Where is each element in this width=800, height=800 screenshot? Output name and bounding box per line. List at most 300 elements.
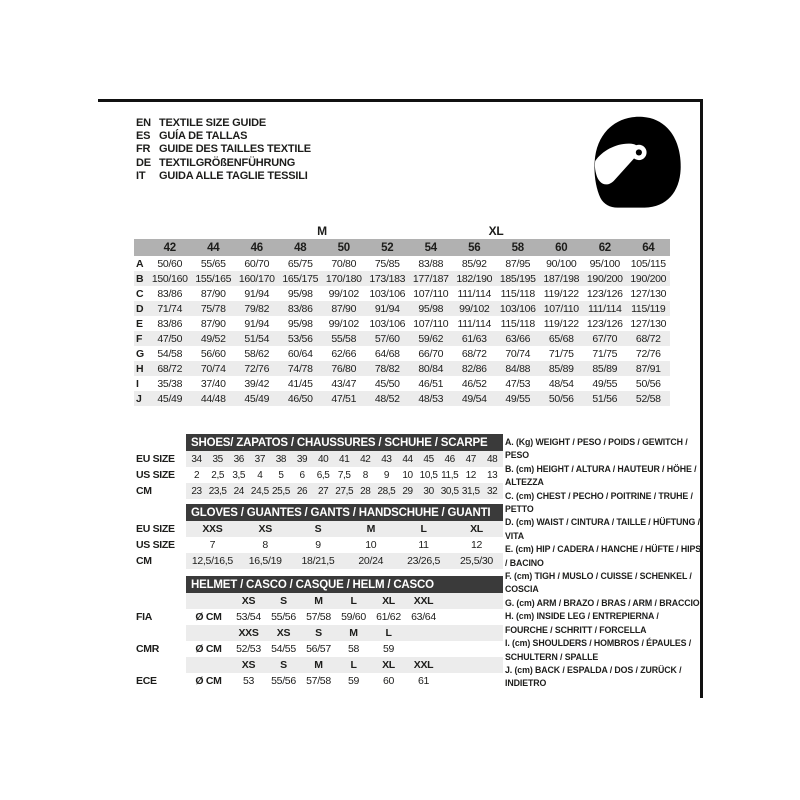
measurement-cell: 165/175 [279, 271, 323, 286]
measurement-cell: 51/54 [235, 331, 279, 346]
measurement-cell: 87/90 [200, 317, 226, 330]
value-cell: 24 [228, 483, 249, 499]
value-cell: 39 [291, 451, 312, 467]
sub-table-row [136, 451, 503, 467]
row-label-spacer [136, 657, 186, 673]
measurement-row [134, 286, 670, 301]
value-cell: XL [450, 521, 503, 537]
measurement-cell: 115/118 [500, 317, 535, 330]
measurement-row [134, 376, 670, 391]
value-cell: 23,5 [207, 483, 228, 499]
value-cell: 12,5/16,5 [186, 553, 239, 569]
measurement-cell: 49/55 [496, 391, 540, 406]
row-label-spacer [136, 625, 186, 641]
measurement-cell: 46/52 [461, 377, 487, 390]
measurement-row [134, 331, 670, 346]
language-title: TEXTILGRÖßENFÜHRUNG [159, 156, 296, 169]
measurement-cell: 103/106 [369, 317, 406, 330]
measurement-cell: 177/187 [409, 271, 453, 286]
measurement-row [134, 271, 670, 286]
frame-top-line [98, 99, 703, 102]
language-title: GUIDA ALLE TAGLIE TESSILI [159, 169, 308, 182]
measurement-cell: 87/90 [322, 301, 366, 316]
measurement-cell: 65/75 [287, 257, 313, 270]
measurement-cell: 127/130 [630, 287, 667, 300]
value-cell: 52/53 [236, 643, 261, 655]
measurement-cell: 65/68 [540, 331, 584, 346]
value-cell: 10 [402, 469, 413, 481]
value-cell: 37 [249, 451, 270, 467]
legend-item: F. (cm) TIGH / MUSLO / CUISSE / SCHENKEL / COSCIA [505, 571, 692, 595]
standard-label: CMR [136, 641, 186, 657]
measurement-cell: 82/86 [453, 361, 497, 376]
value-cell: 40 [313, 451, 334, 467]
measurement-cell: 85/92 [461, 257, 487, 270]
measurement-cell: 115/118 [500, 287, 535, 300]
value-cell: 6 [299, 469, 305, 481]
measurement-cell: 46/50 [279, 391, 323, 406]
value-cell: S [292, 521, 345, 537]
value-cell: 32 [481, 483, 503, 499]
measurement-cell: 68/72 [148, 361, 192, 376]
helmet-size-cell: S [301, 625, 336, 641]
measurement-row-label: F [134, 331, 148, 346]
measurement-cell: 43/47 [331, 377, 357, 390]
size-column-header: 42 [148, 239, 192, 256]
measurement-cell: 87/91 [627, 361, 671, 376]
value-cell: 35 [207, 451, 228, 467]
value-cell: 61 [417, 675, 430, 687]
sub-table-title-row [136, 434, 503, 451]
value-cell: 11,5 [441, 469, 459, 481]
helmet-value-row [136, 641, 503, 657]
measurement-cell: 182/190 [453, 271, 497, 286]
helmet-size-table [136, 576, 503, 689]
measurement-cell: 87/90 [200, 287, 226, 300]
helmet-size-cell: L [336, 657, 371, 673]
measurement-cell: 91/94 [244, 317, 270, 330]
measurement-cell: 70/74 [505, 347, 531, 360]
measurement-cell: 67/70 [583, 331, 627, 346]
value-cell: 59 [347, 675, 360, 687]
language-row [136, 117, 311, 130]
measurement-cell: 111/114 [457, 317, 492, 330]
value-cell: M [344, 521, 397, 537]
language-code: EN [136, 117, 151, 129]
measurement-cell: 95/98 [409, 301, 453, 316]
value-cell: 59/60 [341, 611, 366, 623]
helmet-size-cell [406, 625, 441, 641]
legend-item: E. (cm) HIP / CADERA / HANCHE / HÜFTE / HIPS / BACINO [505, 544, 701, 568]
sub-table-row [136, 467, 503, 483]
table-title: GLOVES / GUANTES / GANTS / HANDSCHUHE / GUANTI [186, 504, 503, 521]
measurement-cell: 71/75 [548, 347, 574, 360]
measurement-cell: 85/89 [540, 361, 584, 376]
measurement-cell: 70/74 [192, 361, 236, 376]
value-cell: 53/54 [236, 611, 261, 623]
measurement-cell: 83/88 [418, 257, 444, 270]
measurement-row-label: H [134, 361, 148, 376]
sub-table-row [136, 483, 503, 499]
value-cell: 30,5 [439, 483, 460, 499]
value-cell: 27,5 [334, 483, 355, 499]
value-cell: 57/58 [306, 611, 331, 623]
measurement-cell: 78/82 [366, 361, 410, 376]
value-cell: 13 [487, 469, 498, 481]
measurement-cell: 111/114 [583, 301, 627, 316]
measurement-cell: 60/64 [287, 347, 313, 360]
size-column-header: 44 [192, 239, 236, 256]
measurement-cell: 66/70 [418, 347, 444, 360]
measurement-cell: 185/195 [496, 271, 540, 286]
measurement-cell: 155/165 [192, 271, 236, 286]
value-cell: 58 [347, 643, 360, 655]
table-title: SHOES/ ZAPATOS / CHAUSSURES / SCHUHE / SCARPE [186, 434, 503, 451]
measurement-legend [505, 436, 703, 691]
measurement-cell: 83/86 [157, 287, 183, 300]
size-band-cell: XXL [540, 222, 627, 239]
value-cell: 36 [228, 451, 249, 467]
language-title: GUÍA DE TALLAS [159, 130, 248, 143]
value-cell: 56/57 [306, 643, 331, 655]
sub-table-row [136, 553, 503, 569]
measurement-cell: 80/84 [409, 361, 453, 376]
value-cell: 28,5 [376, 483, 397, 499]
value-cell: 9 [315, 539, 321, 551]
size-column-header: 56 [453, 239, 497, 256]
measurement-cell: 64/68 [374, 347, 400, 360]
filler-cell [441, 625, 503, 641]
value-cell [406, 641, 441, 657]
measurement-cell: 48/52 [366, 391, 410, 406]
measurement-cell: 60/70 [244, 257, 270, 270]
diameter-label-cell: Ø CM [195, 675, 222, 687]
value-cell: 31,5 [460, 483, 481, 499]
value-cell: 27 [313, 483, 334, 499]
row-label: EU SIZE [136, 521, 186, 537]
value-cell: 3,5 [232, 469, 246, 481]
diameter-label-cell: Ø CM [195, 643, 222, 655]
filler-cell [441, 641, 503, 657]
measurement-cell: 91/94 [244, 287, 270, 300]
band-spacer [627, 222, 671, 239]
textile-size-grid [134, 222, 670, 406]
measurement-cell: 50/56 [540, 391, 584, 406]
helmet-value-row [136, 609, 503, 625]
helmet-size-header-row [136, 657, 503, 673]
value-cell: 25,5/30 [450, 553, 503, 569]
measurement-row-label: D [134, 301, 148, 316]
helmet-size-cell: XS [266, 625, 301, 641]
row-label: CM [136, 553, 186, 569]
value-cell: 23/26,5 [397, 553, 450, 569]
size-column-header: 60 [540, 239, 584, 256]
empty-cell [186, 593, 231, 609]
legend-item: J. (cm) BACK / ESPALDA / DOS / ZURÜCK / INDIETRO [505, 664, 682, 689]
measurement-cell: 103/106 [369, 287, 406, 300]
value-cell: 41 [334, 451, 355, 467]
legend-item: C. (cm) CHEST / PECHO / POITRINE / TRUHE / PETTO [505, 490, 693, 515]
measurement-cell: 37/40 [200, 377, 226, 390]
measurement-cell: 190/200 [627, 271, 671, 286]
measurement-cell: 107/110 [540, 301, 584, 316]
measurement-cell: 99/102 [328, 317, 359, 330]
measurement-row-label: B [134, 271, 148, 286]
measurement-cell: 46/51 [418, 377, 444, 390]
helmet-size-cell: XS [231, 593, 266, 609]
legend-item: G. (cm) ARM / BRAZO / BRAS / ARM / BRACCIO [505, 597, 700, 608]
value-cell: 2,5 [211, 469, 224, 481]
helmet-size-cell: XXL [406, 593, 441, 609]
value-cell: 11 [418, 539, 429, 551]
measurement-cell: 68/72 [461, 347, 487, 360]
helmet-size-cell: M [301, 593, 336, 609]
row-label: US SIZE [136, 537, 186, 553]
value-cell: 63/64 [411, 611, 436, 623]
value-cell: 34 [186, 451, 207, 467]
measurement-cell: 54/58 [157, 347, 183, 360]
measurement-cell: 52/58 [627, 391, 671, 406]
value-cell: 25,5 [270, 483, 291, 499]
measurement-cell: 111/114 [457, 287, 492, 300]
measurement-cell: 57/60 [366, 331, 410, 346]
measurement-cell: 115/119 [627, 301, 671, 316]
measurement-cell: 72/76 [235, 361, 279, 376]
value-cell: 16,5/19 [239, 553, 292, 569]
measurement-cell: 90/100 [546, 257, 577, 270]
measurement-cell: 83/86 [157, 317, 183, 330]
measurement-cell: 95/100 [589, 257, 620, 270]
measurement-cell: 47/50 [148, 331, 192, 346]
value-cell: 38 [270, 451, 291, 467]
measurement-cell: 173/183 [366, 271, 410, 286]
value-cell: 20/24 [344, 553, 397, 569]
legend-item: A. (Kg) WEIGHT / PESO / POIDS / GEWITCH / PESO [505, 437, 688, 461]
measurement-row [134, 316, 670, 331]
value-cell: 6,5 [316, 469, 330, 481]
measurement-cell: 49/54 [453, 391, 497, 406]
measurement-cell: 53/56 [279, 331, 323, 346]
filler-cell [441, 593, 503, 609]
language-row [136, 170, 311, 183]
value-cell: 7 [209, 539, 216, 551]
measurement-cell: 95/98 [287, 287, 313, 300]
measurement-cell: 62/66 [331, 347, 357, 360]
measurement-cell: 127/130 [630, 317, 667, 330]
measurement-cell: 72/76 [635, 347, 661, 360]
helmet-size-cell: M [336, 625, 371, 641]
measurement-cell: 48/54 [548, 377, 574, 390]
helmet-size-cell: L [336, 593, 371, 609]
value-cell: 48 [481, 451, 503, 467]
measurement-cell: 99/102 [453, 301, 497, 316]
helmet-size-header-row [136, 593, 503, 609]
helmet-size-cell: XXL [406, 657, 441, 673]
value-cell: 45 [418, 451, 439, 467]
size-column-header: 58 [496, 239, 540, 256]
measurement-cell: 56/60 [200, 347, 226, 360]
title-spacer [136, 434, 186, 451]
measurement-cell: 41/45 [287, 377, 313, 390]
measurement-cell: 170/180 [322, 271, 366, 286]
measurement-cell: 119/122 [543, 317, 579, 330]
measurement-cell: 160/170 [235, 271, 279, 286]
value-cell: 57/58 [306, 675, 331, 687]
measurement-cell: 47/53 [505, 377, 531, 390]
value-cell: 28 [355, 483, 376, 499]
value-cell: 9 [383, 469, 389, 481]
size-number-row [134, 239, 670, 256]
size-band-cell: S [192, 222, 279, 239]
measurement-row-label: J [134, 391, 148, 406]
value-cell: 61/62 [376, 611, 401, 623]
measurement-row-label: I [136, 377, 139, 390]
value-cell: 60 [382, 675, 395, 687]
measurement-cell: 45/50 [374, 377, 400, 390]
size-band-cell: XL [453, 222, 540, 239]
measurement-cell: 45/49 [235, 391, 279, 406]
value-cell: 59 [382, 643, 395, 655]
value-cell: 23 [186, 483, 207, 499]
language-list [136, 117, 311, 183]
measurement-cell: 51/56 [583, 391, 627, 406]
measurement-row-label: A [136, 257, 144, 270]
measurement-row [134, 301, 670, 316]
helmet-size-header-row [136, 625, 503, 641]
title-spacer [136, 576, 186, 593]
value-cell: 8 [262, 539, 268, 551]
measurement-cell: 49/52 [192, 331, 236, 346]
standard-label: ECE [136, 673, 186, 689]
value-cell: 55/56 [271, 675, 296, 687]
value-cell: 24,5 [249, 483, 270, 499]
measurement-row-label: C [136, 287, 144, 300]
measurement-cell: 75/85 [374, 257, 400, 270]
measurement-cell: 70/80 [331, 257, 357, 270]
value-cell: 10 [365, 539, 377, 551]
value-cell: 44 [397, 451, 418, 467]
empty-cell [186, 625, 231, 641]
measurement-cell: 59/62 [409, 331, 453, 346]
measurement-cell: 83/86 [279, 301, 323, 316]
size-column-header: 62 [583, 239, 627, 256]
value-cell: 4 [257, 469, 263, 481]
filler-cell [441, 657, 503, 673]
measurement-cell: 71/75 [592, 347, 618, 360]
value-cell: 53 [242, 675, 255, 687]
measurement-cell: 87/95 [505, 257, 531, 270]
size-column-header: 46 [235, 239, 279, 256]
legend-item: H. (cm) INSIDE LEG / ENTREPIERNA / FOURCHE / SCHRITT / FORCELLA [505, 611, 659, 635]
size-band-row [134, 222, 670, 239]
value-cell: 46 [439, 451, 460, 467]
measurement-cell: 55/65 [200, 257, 226, 270]
measurement-cell: 50/60 [157, 257, 183, 270]
helmet-size-cell: XS [231, 657, 266, 673]
helmet-size-cell: S [266, 593, 301, 609]
measurement-cell: 58/62 [244, 347, 270, 360]
value-cell: 55/56 [271, 611, 296, 623]
size-column-header: 50 [322, 239, 366, 256]
measurement-cell: 95/98 [287, 317, 313, 330]
value-cell: 12 [465, 469, 476, 481]
measurement-cell: 39/42 [244, 377, 270, 390]
value-cell: 43 [376, 451, 397, 467]
row-label: US SIZE [136, 467, 186, 483]
measurement-cell: 47/51 [322, 391, 366, 406]
measurement-cell: 74/78 [279, 361, 323, 376]
language-title: GUIDE DES TAILLES TEXTILE [159, 143, 311, 156]
measurement-cell: 44/48 [192, 391, 236, 406]
measurement-row [134, 391, 670, 406]
measurement-cell: 48/53 [409, 391, 453, 406]
sub-table-title-row [136, 504, 503, 521]
language-code: IT [136, 169, 146, 182]
row-label: CM [136, 483, 186, 499]
value-cell: 2 [193, 469, 200, 481]
sub-table-title-row [136, 576, 503, 593]
value-cell: 30 [418, 483, 439, 499]
measurement-cell: 119/122 [543, 287, 579, 300]
value-cell: 5 [278, 469, 284, 481]
filler-cell [441, 673, 503, 689]
row-label: EU SIZE [136, 451, 186, 467]
size-band-cell: L [366, 222, 453, 239]
value-cell: XS [239, 521, 292, 537]
size-column-header: 64 [627, 239, 671, 256]
legend-item: I. (cm) SHOULDERS / HOMBROS / ÉPAULES / SCHULTERN / SPALLE [505, 638, 692, 662]
helmet-size-cell: S [266, 657, 301, 673]
measurement-cell: 190/200 [583, 271, 627, 286]
table-title: HELMET / CASCO / CASQUE / HELM / CASCO [186, 576, 503, 593]
language-code: DE [136, 156, 151, 169]
language-row [136, 130, 311, 143]
diameter-label-cell: Ø CM [195, 611, 222, 623]
sub-table-row [136, 521, 503, 537]
size-number-spacer [134, 239, 148, 256]
measurement-row [134, 361, 670, 376]
standard-label: FIA [136, 609, 186, 625]
band-spacer [134, 222, 192, 239]
value-cell: XXS [186, 521, 239, 537]
language-code: FR [136, 143, 151, 156]
value-cell: 54/55 [271, 643, 296, 655]
measurement-cell: 45/49 [148, 391, 192, 406]
measurement-cell: 99/102 [328, 287, 359, 300]
value-cell: 10,5 [419, 469, 438, 481]
size-band-cell: M [279, 222, 366, 239]
measurement-row-label: G [136, 347, 144, 360]
value-cell: 12 [470, 539, 483, 551]
helmet-size-cell: XL [371, 657, 406, 673]
measurement-cell: 76/80 [322, 361, 366, 376]
helmet-size-cell: XXS [231, 625, 266, 641]
measurement-cell: 68/72 [627, 331, 671, 346]
measurement-cell: 71/74 [148, 301, 192, 316]
measurement-cell: 105/115 [630, 257, 666, 270]
legend-item: B. (cm) HEIGHT / ALTURA / HAUTEUR / HÖHE / ALTEZZA [505, 463, 697, 488]
measurement-cell: 103/106 [496, 301, 540, 316]
title-spacer [136, 504, 186, 521]
measurement-cell: 84/88 [496, 361, 540, 376]
helmet-value-row [136, 673, 503, 689]
value-cell: 42 [355, 451, 376, 467]
measurement-cell: 150/160 [148, 271, 192, 286]
measurement-cell: 35/38 [157, 377, 183, 390]
measurement-cell: 107/110 [413, 317, 449, 330]
measurement-cell: 49/55 [592, 377, 618, 390]
legend-item: D. (cm) WAIST / CINTURA / TAILLE / HÜFTUNG / VITA [505, 517, 700, 541]
